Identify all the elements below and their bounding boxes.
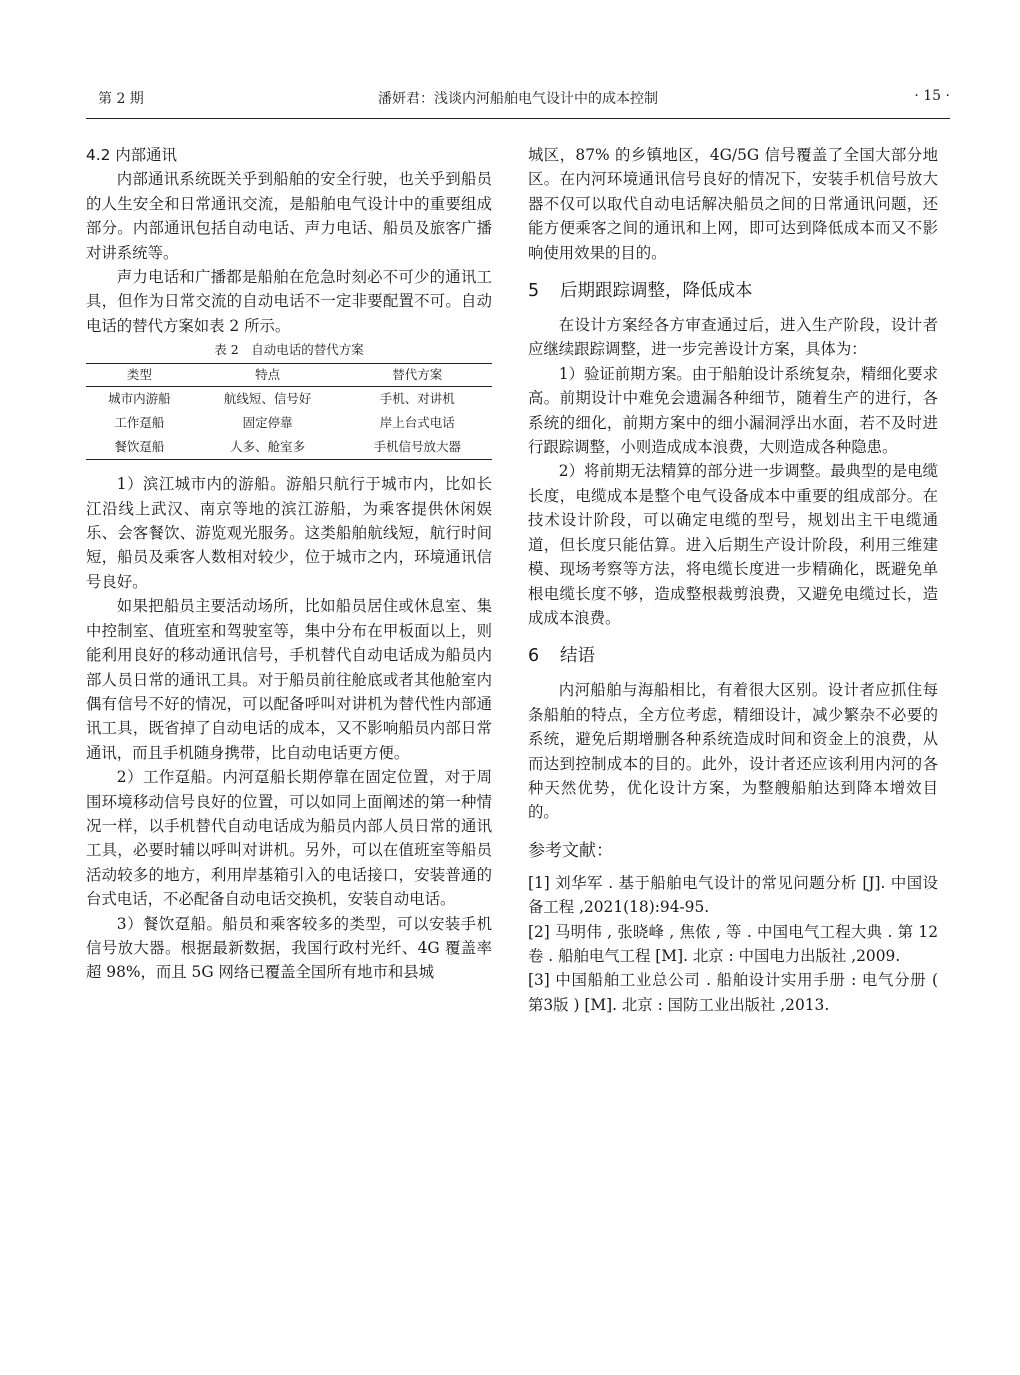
references-heading: 参考文献：: [528, 840, 613, 861]
table-cell: 岸上台式电话: [379, 415, 455, 431]
left-column: [86, 143, 492, 985]
section-6-heading: [528, 644, 938, 668]
section-title: 结语: [560, 646, 595, 667]
section-number: 6: [528, 646, 540, 667]
table-header-cell: 替代方案: [342, 364, 492, 387]
paragraph: 内河船舶与海船相比，有着很大区别。设计者应抓住每条船舶的特点，全方位考虑，精细设计，减少繁杂不必要的系统，避免后期增删各种系统造成时间和资金上的浪费，从而达到控制成本的目的。此外，设计者还应该利用内河的各种天然优势，优化设计方案，为整艘船舶达到降本增效目的。: [528, 681, 938, 822]
header-rule: [86, 118, 950, 119]
running-header: [86, 88, 950, 108]
table-header-cell: 类型: [86, 364, 193, 387]
issue-number: 第 2 期: [98, 91, 144, 107]
page-number: · 15 ·: [914, 88, 950, 104]
table-cell: 餐饮趸船: [86, 435, 193, 460]
table-cell: 人多、舱室多: [193, 435, 343, 460]
replacement-table: [86, 363, 492, 460]
table-cell: 城市内游船: [108, 391, 171, 407]
table-cell: 手机信号放大器: [342, 435, 492, 460]
paragraph: 声力电话和广播都是船舶在危急时刻必不可少的通讯工具，但作为日常交流的自动电话不一定非要配置不可。自动电话的替代方案如表 2 所示。: [86, 268, 492, 335]
paragraph: 2）工作趸船。内河趸船长期停靠在固定位置，对于周围环境移动信号良好的位置，可以如同上面阐述的第一种情况一样，以手机替代自动电话成为船员内部人员日常的通讯工具，必要时辅以呼叫对讲机。另外，可以在值班室等船员活动较多的地方，利用岸基箱引入的电话接口，安装普通的台式电话，不必配备自动电话交换机，安装自动电话。: [86, 768, 492, 909]
section-5-heading: [528, 279, 938, 303]
paragraph: 城区，87% 的乡镇地区，4G/5G 信号覆盖了全国大部分地区。在内河环境通讯信号良好的情况下，安装手机信号放大器不仅可以取代自动电话解决船员之间的日常通讯问题，还能方便乘客之间的通讯和上网，即可达到降低成本而又不影响使用效果的目的。: [528, 146, 938, 262]
paragraph: 3）餐饮趸船。船员和乘客较多的类型，可以安装手机信号放大器。根据最新数据，我国行政村光纤、4G 覆盖率超 98%，而且 5G 网络已覆盖全国所有地市和县城: [86, 914, 492, 982]
table-cell: 固定停靠: [242, 415, 293, 431]
table-row: [86, 411, 492, 435]
paragraph: 内部通讯系统既关乎到船舶的安全行驶，也关乎到船员的人生安全和日常通讯交流，是船舶电气设计中的重要组成部分。内部通讯包括自动电话、声力电话、船员及旅客广播对讲系统等。: [86, 170, 492, 262]
section-number: 5: [528, 281, 540, 302]
table-header-cell: 特点: [193, 364, 343, 387]
reference-item: [1] 刘华军 . 基于船舶电气设计的常见问题分析 [J]. 中国设备工程 ,2021(18):94-95.: [528, 873, 938, 917]
reference-item: [3] 中国船舶工业总公司 . 船舶设计实用手册 : 电气分册 ( 第3版 ) [M]. 北京 : 国防工业出版社 ,2013.: [528, 971, 938, 1014]
table-row: [86, 435, 492, 460]
table-cell: 手机、对讲机: [379, 391, 455, 407]
table-cell: 工作趸船: [114, 415, 165, 431]
table-caption: 表 2 自动电话的替代方案: [214, 342, 364, 358]
paragraph: 1）验证前期方案。由于船舶设计系统复杂，精细化要求高。前期设计中难免会遗漏各种细节，随着生产的进行，各系统的细化，前期方案中的细小漏洞浮出水面，若不及时进行跟踪调整，小则造成成本浪费，大则造成各种隐患。: [528, 364, 938, 457]
reference-item: [2] 马明伟 , 张晓峰 , 焦侬 , 等 . 中国电气工程大典 . 第 12 卷 . 船舶电气工程 [M]. 北京 : 中国电力出版社 ,2009.: [528, 922, 938, 965]
table-cell: 航线短、信号好: [223, 391, 312, 407]
paragraph: 1）滨江城市内的游船。游船只航行于城市内，比如长江沿线上武汉、南京等地的滨江游船，为乘客提供休闲娱乐、会客餐饮、游览观光服务。这类船舶航线短，航行时间短，船员及乘客人数相对较少，位于城市之内，环境通讯信号良好。: [86, 475, 492, 591]
right-column: [528, 143, 938, 1017]
paragraph: 2）将前期无法精算的部分进一步调整。最典型的是电缆长度，电缆成本是整个电气设备成本中重要的组成部分。在技术设计阶段，可以确定电缆的型号，规划出主干电缆通道，但长度只能估算。进入后期生产设计阶段，利用三维建模、现场考察等方法，将电缆长度进一步精确化，既避免单根电缆长度不够，造成整根裁剪浪费，又避免电缆过长，造成成本浪费。: [528, 462, 938, 627]
section-title: 后期跟踪调整，降低成本: [560, 281, 753, 302]
table-row: [86, 387, 492, 412]
paragraph: 在设计方案经各方审查通过后，进入生产阶段，设计者应继续跟踪调整，进一步完善设计方案，具体为：: [528, 316, 938, 359]
table-header-row: [86, 364, 492, 387]
running-title: 潘妍君：浅谈内河船舶电气设计中的成本控制: [378, 91, 658, 107]
section-4-2-heading: 4.2 内部通讯: [86, 146, 177, 164]
paragraph: 如果把船员主要活动场所，比如船员居住或休息室、集中控制室、值班室和驾驶室等，集中分布在甲板面以上，则能利用良好的移动通讯信号，手机替代自动电话成为船员内部人员日常的通讯工具。对于船员前往舱底或者其他舱室内偶有信号不好的情况，可以配备呼叫对讲机为替代性内部通讯工具，既省掉了自动电话的成本，又不影响船员内部日常通讯，而且手机随身携带，比自动电话更方便。: [86, 597, 492, 762]
